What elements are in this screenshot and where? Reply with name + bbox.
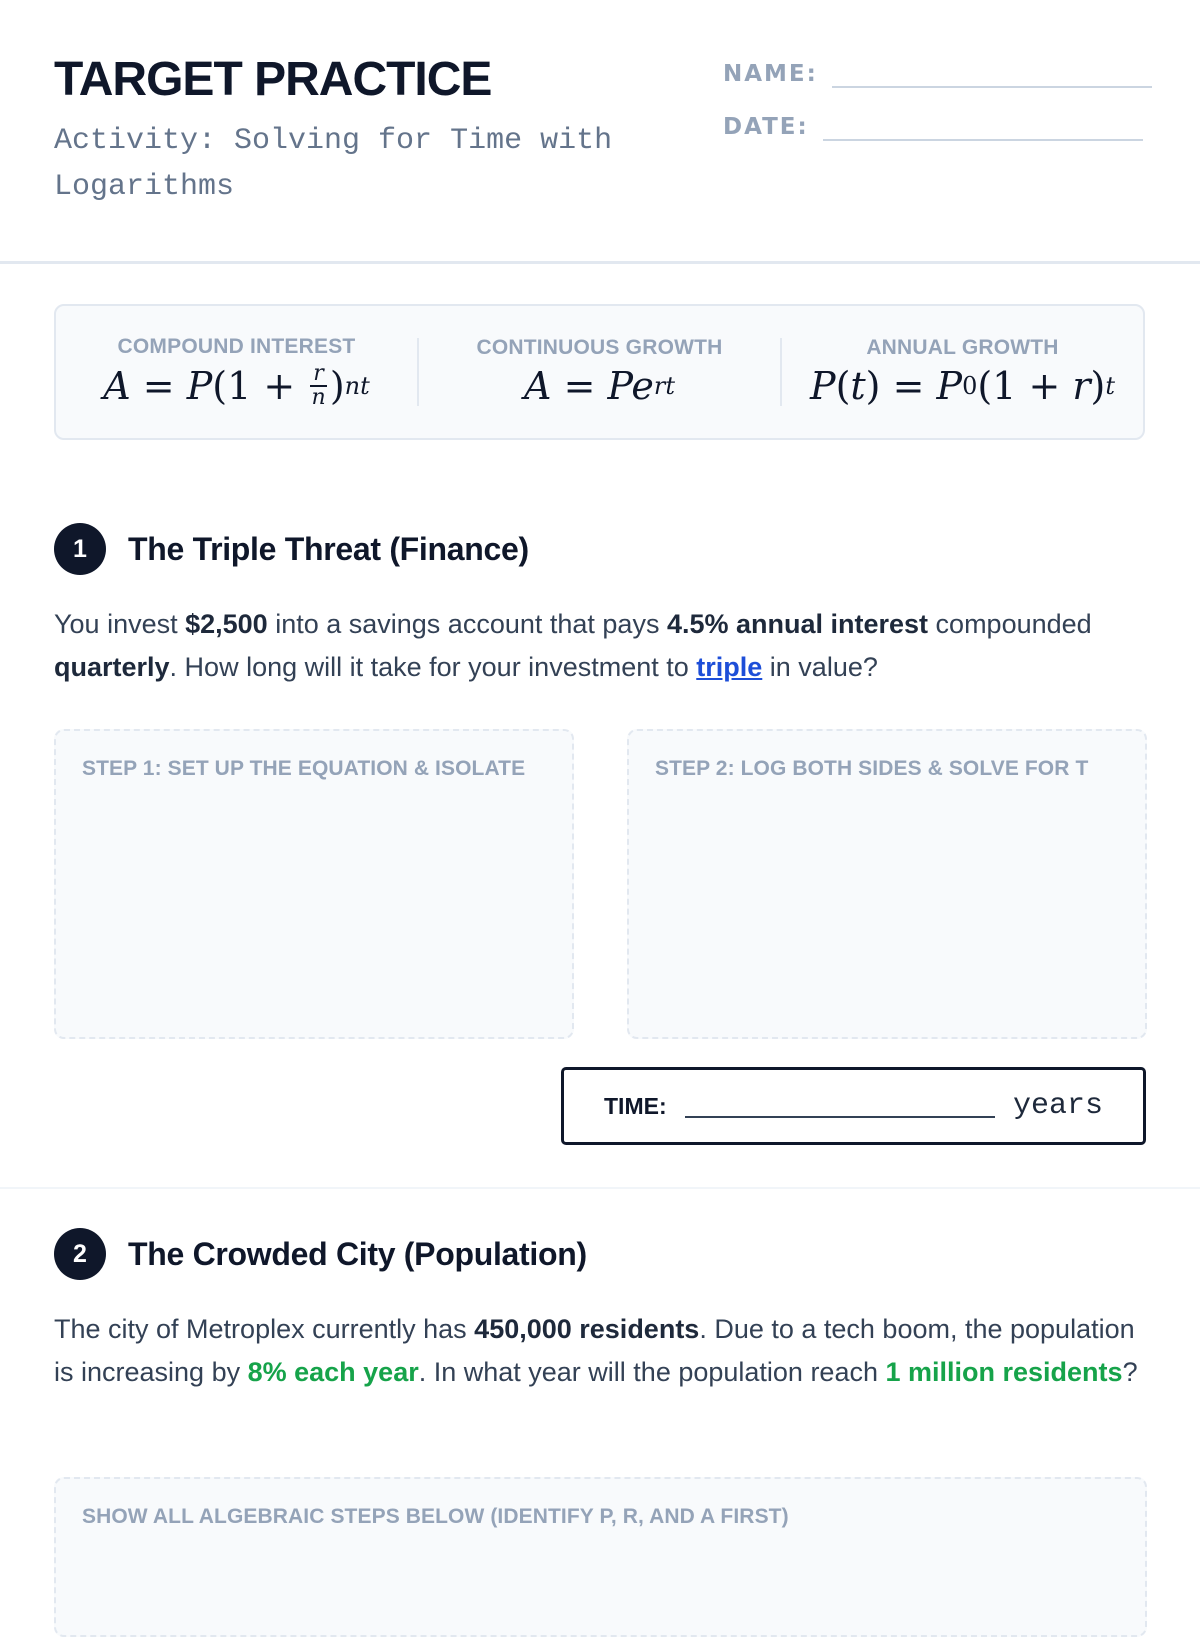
problem-1-text bbox=[54, 603, 1145, 689]
step-2-label: STEP 2: LOG BOTH SIDES & SOLVE FOR T bbox=[655, 757, 1089, 780]
text-run: The city of Metroplex currently has bbox=[54, 1314, 475, 1344]
time-label: TIME: bbox=[604, 1092, 667, 1119]
text-run: into a savings account that pays bbox=[267, 609, 667, 639]
problem-2-work-area[interactable] bbox=[54, 1477, 1147, 1637]
time-answer-box bbox=[561, 1067, 1146, 1145]
step-1-work-area[interactable] bbox=[54, 729, 574, 1039]
worksheet-title: TARGET PRACTICE bbox=[54, 53, 492, 106]
formula-equation: A = Pe rt bbox=[524, 364, 675, 408]
problem-2-text bbox=[54, 1308, 1145, 1394]
name-label: NAME: bbox=[723, 61, 818, 87]
section-divider bbox=[0, 1187, 1200, 1189]
text-run: . In what year will the population reach bbox=[418, 1357, 886, 1387]
text-run: compounded bbox=[928, 609, 1092, 639]
compounding-period: quarterly bbox=[54, 652, 170, 682]
problem-title: The Triple Threat (Finance) bbox=[128, 530, 529, 567]
triple-link[interactable]: triple bbox=[696, 652, 763, 682]
step-1-label: STEP 1: SET UP THE EQUATION & ISOLATE bbox=[82, 757, 526, 780]
initial-population: 450,000 residents bbox=[474, 1314, 700, 1344]
formula-label: CONTINUOUS GROWTH bbox=[476, 336, 723, 359]
date-label: DATE: bbox=[723, 114, 809, 140]
step-2-work-area[interactable] bbox=[627, 729, 1147, 1039]
problem-2-heading bbox=[54, 1228, 587, 1280]
formula-continuous-growth bbox=[419, 336, 780, 408]
target-population: 1 million residents bbox=[885, 1357, 1123, 1387]
principal-amount: $2,500 bbox=[185, 609, 268, 639]
time-unit: years bbox=[1012, 1089, 1103, 1123]
formula-equation: P ( t ) = P 0 (1 + r ) t bbox=[809, 364, 1116, 408]
interest-rate: 4.5% annual interest bbox=[666, 609, 929, 639]
text-run: ? bbox=[1122, 1357, 1138, 1387]
text-run: . Due to a tech boom, the population is increasing by bbox=[54, 1314, 1135, 1387]
text-run: You invest bbox=[54, 609, 186, 639]
problem-number-badge: 2 bbox=[54, 1228, 106, 1280]
worksheet-header bbox=[0, 0, 1200, 264]
worksheet-subtitle: Activity: Solving for Time with Logarithms bbox=[54, 124, 613, 204]
formula-label: COMPOUND INTEREST bbox=[117, 335, 356, 358]
name-input-line[interactable] bbox=[832, 66, 1152, 88]
growth-rate: 8% each year bbox=[247, 1357, 419, 1387]
formula-compound-interest bbox=[56, 335, 417, 409]
time-answer-line[interactable] bbox=[685, 1094, 995, 1118]
date-field bbox=[723, 113, 1143, 141]
problem-title: The Crowded City (Population) bbox=[128, 1235, 587, 1272]
work-label: SHOW ALL ALGEBRAIC STEPS BELOW (IDENTIFY P, R, AND A FIRST) bbox=[82, 1505, 789, 1528]
formula-annual-growth bbox=[782, 336, 1143, 408]
problem-1-heading bbox=[54, 523, 529, 575]
name-field bbox=[723, 60, 1152, 88]
text-run: in value? bbox=[762, 652, 878, 682]
formula-label: ANNUAL GROWTH bbox=[866, 336, 1059, 359]
date-input-line[interactable] bbox=[823, 119, 1143, 141]
problem-number-badge: 1 bbox=[54, 523, 106, 575]
formula-equation: A = P (1 + $\frac{r}{n}$ ) nt bbox=[103, 361, 370, 410]
formula-reference-bar bbox=[54, 304, 1145, 440]
text-run: . How long will it take for your investment to bbox=[169, 652, 697, 682]
